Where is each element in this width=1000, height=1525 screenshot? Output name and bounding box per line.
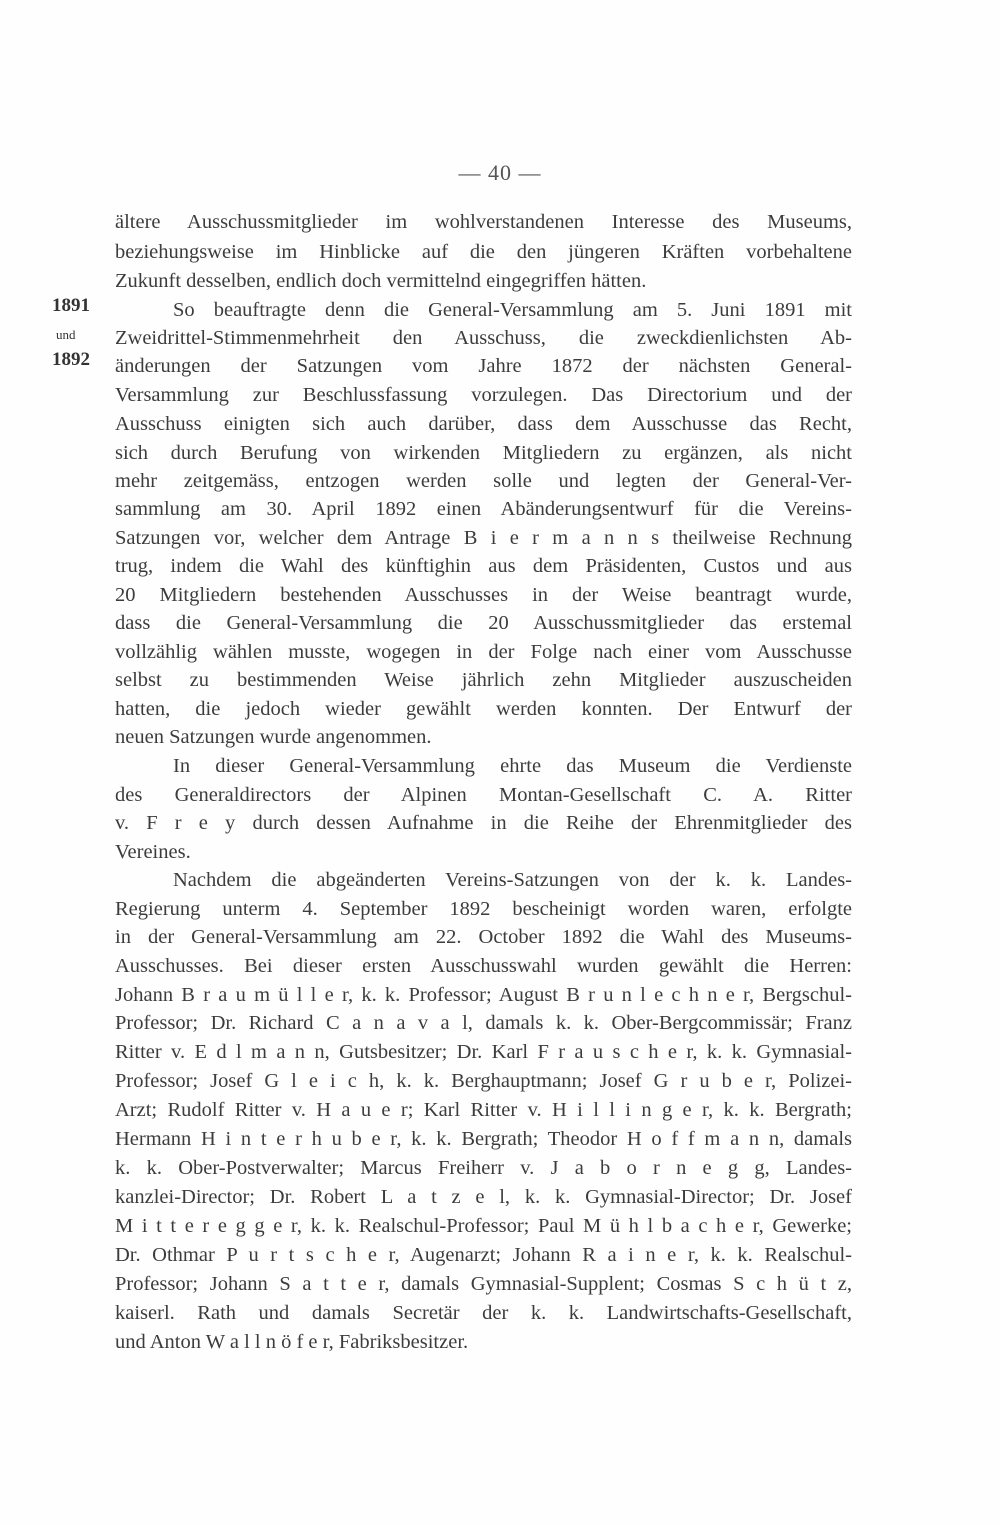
page-number: — 40 —	[458, 160, 542, 185]
text-line: 20 Mitgliedern bestehenden Ausschusses in der Weise beantragt wurde,	[115, 584, 852, 606]
text-line: Professor; Johann S a t t e r, damals Gymnasial-Supplent; Cosmas S c h ü t z,	[115, 1273, 852, 1295]
text-line: sich durch Berufung von wirkenden Mitgliedern zu ergänzen, als nicht	[115, 442, 852, 464]
text-line: Regierung unterm 4. September 1892 bescheinigt worden waren, erfolgte	[115, 898, 852, 920]
text-line: Professor; Dr. Richard C a n a v a l, damals k. k. Ober-Bergcommissär; Franz	[115, 1012, 852, 1034]
text-line: sammlung am 30. April 1892 einen Abänderungsentwurf für die Vereins-	[115, 498, 852, 520]
text-line: mehr zeitgemäss, entzogen werden solle und legten der General-Ver-	[115, 470, 852, 492]
text-line: Ritter v. E d l m a n n, Gutsbesitzer; Dr. Karl F r a u s c h e r, k. k. Gymnasial-	[115, 1041, 852, 1063]
text-line: Johann B r a u m ü l l e r, k. k. Professor; August B r u n l e c h n e r, Bergschul-	[115, 984, 852, 1006]
text-line: Nachdem die abgeänderten Vereins-Satzungen von der k. k. Landes-	[173, 869, 852, 891]
text-line: v. F r e y durch dessen Aufnahme in die Reihe der Ehrenmitglieder des	[115, 812, 852, 834]
text-line: beziehungsweise im Hinblicke auf die den jüngeren Kräften vorbehaltene	[115, 241, 852, 263]
text-line: Versammlung zur Beschlussfassung vorzulegen. Das Directorium und der	[115, 384, 852, 406]
text-line: selbst zu bestimmenden Weise jährlich zehn Mitglieder auszuscheiden	[115, 669, 852, 691]
text-line: neuen Satzungen wurde angenommen.	[115, 726, 432, 748]
text-line: Dr. Othmar P u r t s c h e r, Augenarzt; Johann R a i n e r, k. k. Realschul-	[115, 1244, 852, 1266]
text-line: änderungen der Satzungen vom Jahre 1872 der nächsten General-	[115, 355, 852, 377]
text-line: Ausschusses. Bei dieser ersten Ausschusswahl wurden gewählt die Herren:	[115, 955, 852, 977]
text-line: M i t t e r e g g e r, k. k. Realschul-Professor; Paul M ü h l b a c h e r, Gewerke;	[115, 1215, 852, 1237]
margin-year-1892: 1892	[52, 349, 90, 370]
text-line: hatten, die jedoch wieder gewählt werden konnten. Der Entwurf der	[115, 698, 852, 720]
margin-year-1891: 1891	[52, 295, 90, 316]
text-line: Arzt; Rudolf Ritter v. H a u e r; Karl Ritter v. H i l l i n g e r, k. k. Bergrath;	[115, 1099, 852, 1121]
text-line: Zukunft desselben, endlich doch vermittelnd eingegriffen hätten.	[115, 270, 647, 292]
text-line: dass die General-Versammlung die 20 Ausschussmitglieder das erstemal	[115, 612, 852, 634]
text-line: ältere Ausschussmitglieder im wohlverstandenen Interesse des Museums,	[115, 211, 852, 233]
margin-und: und	[56, 327, 76, 342]
text-line: vollzählig wählen musste, wogegen in der Folge nach einer vom Ausschusse	[115, 641, 852, 663]
text-line: Vereines.	[115, 841, 191, 863]
text-line: So beauftragte denn die General-Versammlung am 5. Juni 1891 mit	[173, 299, 852, 321]
text-line: kaiserl. Rath und damals Secretär der k. k. Landwirtschafts-Gesellschaft,	[115, 1302, 852, 1324]
text-line: kanzlei-Director; Dr. Robert L a t z e l, k. k. Gymnasial-Director; Dr. Josef	[115, 1186, 852, 1208]
text-line: Zweidrittel-Stimmenmehrheit den Ausschuss, die zweckdienlichsten Ab-	[115, 327, 852, 349]
text-line: Professor; Josef G l e i c h, k. k. Berghauptmann; Josef G r u b e r, Polizei-	[115, 1070, 852, 1092]
text-line: trug, indem die Wahl des künftighin aus dem Präsidenten, Custos und aus	[115, 555, 852, 577]
text-line: und Anton W a l l n ö f e r, Fabriksbesitzer.	[115, 1331, 469, 1353]
text-line: k. k. Ober-Postverwalter; Marcus Freiherr v. J a b o r n e g g, Landes-	[115, 1157, 852, 1179]
text-line: In dieser General-Versammlung ehrte das Museum die Verdienste	[173, 755, 852, 777]
text-line: Ausschuss einigten sich auch darüber, dass dem Ausschusse das Recht,	[115, 413, 852, 435]
text-line: in der General-Versammlung am 22. October 1892 die Wahl des Museums-	[115, 926, 852, 948]
text-line: des Generaldirectors der Alpinen Montan-Gesellschaft C. A. Ritter	[115, 784, 852, 806]
text-line: Satzungen vor, welcher dem Antrage B i e r m a n n s theilweise Rechnung	[115, 527, 852, 549]
text-line: Hermann H i n t e r h u b e r, k. k. Bergrath; Theodor H o f f m a n n, damals	[115, 1128, 852, 1150]
